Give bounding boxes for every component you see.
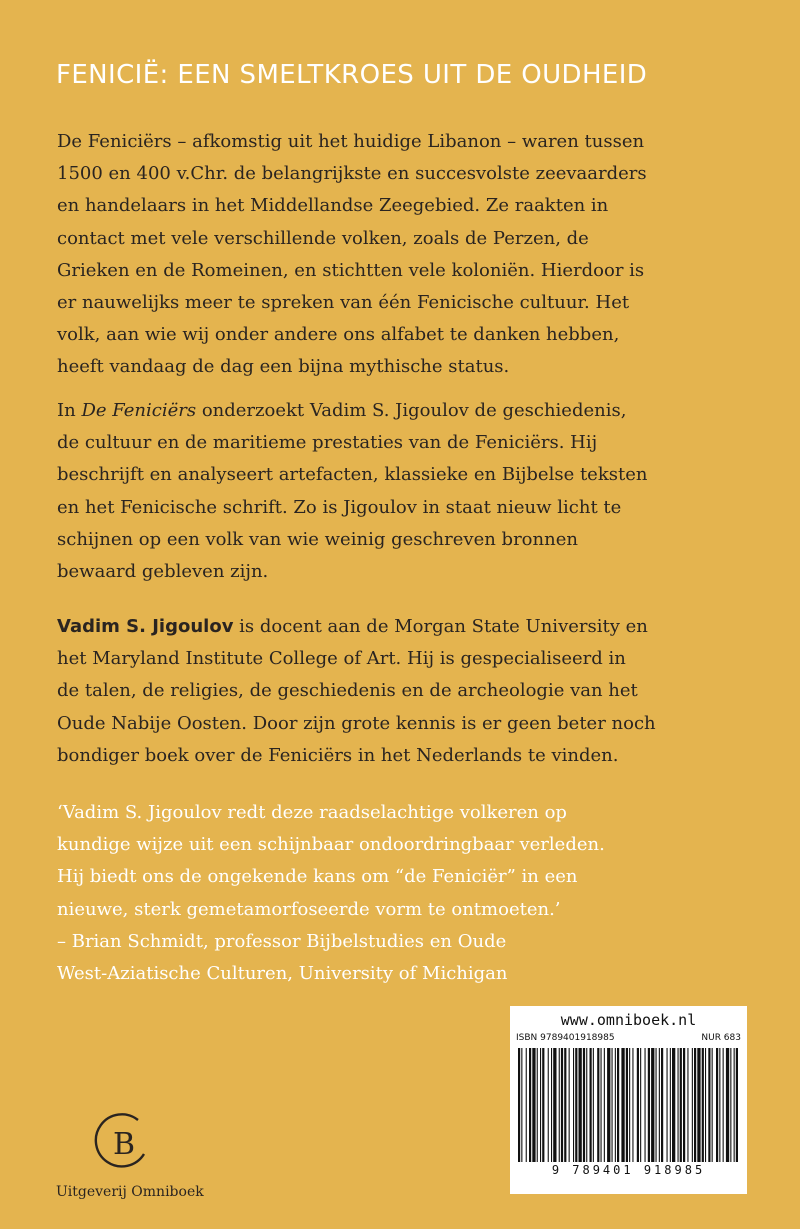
isbn-text: ISBN 9789401918985 xyxy=(516,1033,615,1043)
barcode-bar xyxy=(612,1048,613,1162)
text-line: bewaard gebleven zijn. xyxy=(57,561,269,583)
text-line: bondiger boek over de Feniciërs in het Nederlands te vinden. xyxy=(57,744,619,766)
barcode-bar xyxy=(569,1048,570,1162)
text-line: schijnen op een volk van wie weinig geschreven bronnen xyxy=(57,528,578,550)
barcode-bar xyxy=(621,1048,624,1162)
publisher-url: www.omniboek.nl xyxy=(560,1011,697,1029)
isbn-row xyxy=(516,1032,741,1044)
barcode-bar xyxy=(540,1048,541,1162)
book-title-italic: De Feniciërs xyxy=(81,400,197,421)
barcode-panel xyxy=(510,1006,747,1194)
barcode-bar xyxy=(667,1048,668,1162)
barcode-bar xyxy=(734,1048,735,1162)
barcode-bar xyxy=(705,1048,706,1162)
barcode-bar xyxy=(561,1048,563,1162)
barcode-bar xyxy=(723,1048,724,1162)
barcode-bar xyxy=(659,1048,660,1162)
barcode-bar xyxy=(632,1048,633,1162)
quote-line: Hij biedt ons de ongekende kans om “de Feniciër” in een xyxy=(57,866,578,888)
barcode-bar xyxy=(590,1048,592,1162)
text-fragment: is docent aan de Morgan State University en xyxy=(233,616,648,637)
text-line: volk, aan wie wij onder andere ons alfabet te danken hebben, xyxy=(57,324,620,346)
barcode-bar xyxy=(573,1048,574,1162)
author-name: Vadim S. Jigoulov xyxy=(57,616,234,637)
barcode-bar xyxy=(640,1048,641,1162)
text-line: de talen, de religies, de geschiedenis en de archeologie van het xyxy=(57,680,638,702)
barcode-bar xyxy=(593,1048,594,1162)
barcode-bar xyxy=(564,1048,566,1162)
review-quote xyxy=(57,797,762,990)
barcode-bar xyxy=(702,1048,704,1162)
barcode-bar xyxy=(529,1048,531,1162)
barcode-bar xyxy=(708,1048,710,1162)
barcode-bar xyxy=(694,1048,696,1162)
barcode-bar xyxy=(526,1048,527,1162)
barcode-bar xyxy=(583,1048,585,1162)
barcode-bar xyxy=(697,1048,700,1162)
barcode-bar xyxy=(726,1048,729,1162)
nur-text: NUR 683 xyxy=(701,1033,741,1043)
barcode-bar xyxy=(551,1048,552,1162)
barcode-bar xyxy=(629,1048,630,1162)
quote-line: kundige wijze uit een schijnbaar ondoordringbaar verleden. xyxy=(57,834,605,856)
barcode-bar xyxy=(730,1048,731,1162)
barcode-bar xyxy=(617,1048,619,1162)
quote-line: nieuwe, sterk gemetamorfoseerde vorm te ontmoeten.’ xyxy=(57,898,561,920)
barcode-bar xyxy=(637,1048,639,1162)
barcode-bar xyxy=(548,1048,549,1162)
text-line: heeft vandaag de dag een bijna mythische status. xyxy=(57,356,510,378)
barcode-bar xyxy=(672,1048,675,1162)
barcode-bar xyxy=(542,1048,544,1162)
barcode-bar xyxy=(656,1048,657,1162)
barcode-bar xyxy=(559,1048,560,1162)
text-line: 1500 en 400 v.Chr. de belangrijkste en succesvolste zeevaarders xyxy=(57,163,647,185)
barcode-bar xyxy=(626,1048,628,1162)
barcode-bar xyxy=(575,1048,577,1162)
barcode-bar xyxy=(736,1048,738,1162)
barcode-bar xyxy=(579,1048,582,1162)
barcode-bar xyxy=(597,1048,599,1162)
book-description-paragraph xyxy=(57,395,762,588)
barcode-bar xyxy=(615,1048,616,1162)
quote-attribution: – Brian Schmidt, professor Bijbelstudies en Oude xyxy=(57,930,507,952)
barcode-bar xyxy=(521,1048,522,1162)
text-fragment: onderzoekt Vadim S. Jigoulov de geschiedenis, xyxy=(196,400,627,421)
barcode-bar xyxy=(532,1048,535,1162)
barcode-bar xyxy=(719,1048,720,1162)
text-line: en handelaars in het Middellandse Zeegebied. Ze raakten in xyxy=(57,195,609,217)
publisher-logo-icon xyxy=(92,1110,156,1174)
back-cover-title: FENICIË: EEN SMELTKROES UIT DE OUDHEID xyxy=(56,60,648,90)
author-bio-paragraph xyxy=(57,611,762,772)
barcode-bar xyxy=(678,1048,679,1162)
barcode-bar xyxy=(683,1048,685,1162)
text-line: De Feniciërs – afkomstig uit het huidige Libanon – waren tussen xyxy=(57,131,645,152)
text-line: contact met vele verschillende volken, zoals de Perzen, de xyxy=(57,227,589,249)
barcode-icon xyxy=(516,1048,741,1162)
barcode-bar xyxy=(712,1048,713,1162)
text-line: het Maryland Institute College of Art. Hij is gespecialiseerd in xyxy=(57,648,626,670)
barcode-bar xyxy=(537,1048,538,1162)
text-line: Oude Nabije Oosten. Door zijn grote kennis is er geen beter noch xyxy=(57,712,656,734)
barcode-bar xyxy=(604,1048,605,1162)
text-line: er nauwelijks meer te spreken van één Fenicische cultuur. Het xyxy=(57,292,630,314)
barcode-bar xyxy=(645,1048,646,1162)
barcode-bar xyxy=(692,1048,693,1162)
text-fragment: In xyxy=(57,400,82,421)
barcode-bar xyxy=(670,1048,671,1162)
barcode-bar xyxy=(661,1048,663,1162)
barcode-bar xyxy=(553,1048,556,1162)
barcode-bar xyxy=(680,1048,682,1162)
barcode-bar xyxy=(586,1048,587,1162)
quote-attribution: West-Aziatische Culturen, University of Michigan xyxy=(57,963,508,985)
text-line: Grieken en de Romeinen, en stichtten vele koloniën. Hierdoor is xyxy=(57,259,645,281)
barcode-bar xyxy=(648,1048,650,1162)
barcode-bar xyxy=(607,1048,610,1162)
publisher-name: Uitgeverij Omniboek xyxy=(56,1184,204,1200)
logo-letter: B xyxy=(112,1127,136,1162)
barcode-bar xyxy=(651,1048,654,1162)
intro-paragraph xyxy=(57,126,762,384)
text-line xyxy=(57,611,762,643)
barcode-bar xyxy=(687,1048,688,1162)
barcode-bar xyxy=(518,1048,520,1162)
text-line: en het Fenicische schrift. Zo is Jigoulov in staat nieuw licht te xyxy=(57,496,622,518)
barcode-digits: 9 789401 918985 xyxy=(551,1163,706,1177)
text-line xyxy=(57,395,762,427)
barcode-bar xyxy=(601,1048,602,1162)
text-line: de cultuur en de maritieme prestaties van de Feniciërs. Hij xyxy=(57,432,598,454)
quote-line: ‘Vadim S. Jigoulov redt deze raadselachtige volkeren op xyxy=(57,802,567,823)
text-line: beschrijft en analyseert artefacten, klassieke en Bijbelse teksten xyxy=(57,464,648,486)
barcode-bar xyxy=(716,1048,718,1162)
